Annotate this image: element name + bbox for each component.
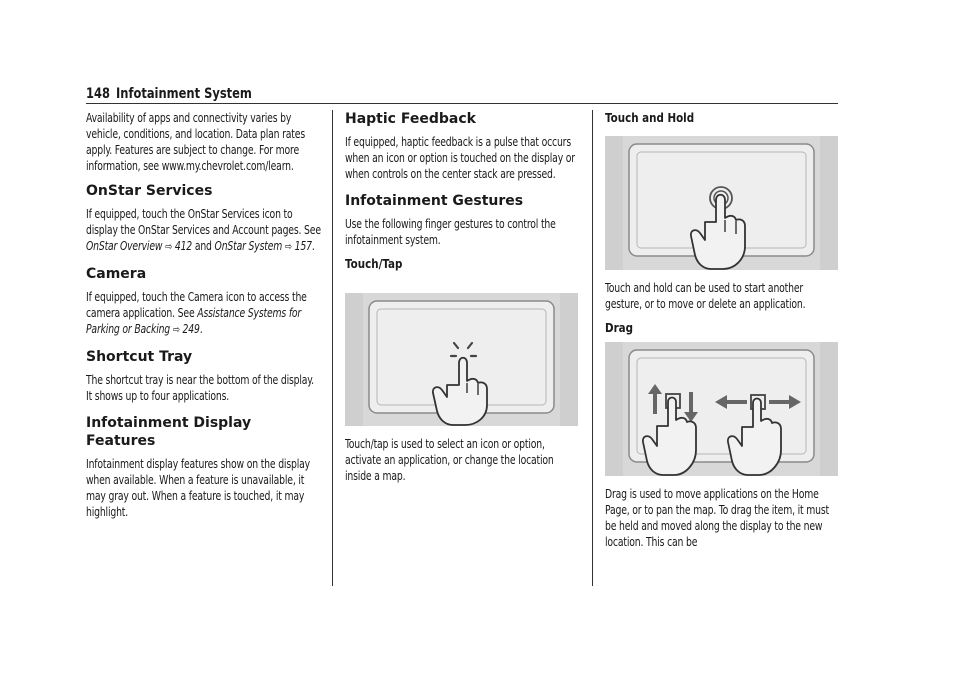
- page-header: [86, 86, 838, 104]
- onstar-overview-link[interactable]: OnStar Overview: [86, 239, 163, 253]
- display-features-paragraph: Infotainment display features show on the display when available. When a feature is unavailable, it may gray out. When a feature is touched, it may highlight.: [86, 457, 310, 519]
- onstar-system-link[interactable]: OnStar System: [214, 239, 283, 253]
- ref-arrow-icon: ⇨: [172, 323, 180, 336]
- assistance-systems-link[interactable]: Assistance Systems for Parking or Backing: [86, 306, 302, 336]
- section-title: Infotainment System: [116, 86, 252, 102]
- camera-paragraph: If equipped, touch the Camera icon to access the camera application. See Assistance Systems for Parking or Backing ⇨ 249.: [86, 290, 307, 336]
- display-features-heading: Infotainment Display Features: [86, 415, 252, 449]
- tap-text-block: [345, 436, 581, 484]
- drag-paragraph: Drag is used to move applications on the Home Page, or to pan the map. To drag the item, it must be held and moved along the display to the new location. This can be: [605, 487, 829, 549]
- gestures-paragraph: Use the following finger gestures to control the infotainment system.: [345, 217, 556, 247]
- tap-paragraph: Touch/tap is used to select an icon or option, activate an application, or change the location inside a map.: [345, 437, 554, 483]
- column-divider-1: [332, 110, 333, 586]
- hold-heading: Touch and Hold: [605, 111, 695, 125]
- shortcut-heading: Shortcut Tray: [86, 349, 193, 365]
- haptic-heading: Haptic Feedback: [345, 111, 476, 127]
- touch-tap-illustration: [345, 293, 578, 426]
- drag-illustration: [605, 342, 838, 476]
- column-divider-2: [592, 110, 593, 586]
- onstar-heading: OnStar Services: [86, 183, 213, 199]
- page-number: 148: [86, 86, 110, 102]
- hold-paragraph: Touch and hold can be used to start another gesture, or to move or delete an application.: [605, 281, 806, 311]
- gestures-heading: Infotainment Gestures: [345, 193, 524, 209]
- shortcut-paragraph: The shortcut tray is near the bottom of the display. It shows up to four applications.: [86, 373, 314, 403]
- header-rule: [86, 103, 838, 104]
- tap-heading: Touch/Tap: [345, 257, 403, 271]
- intro-paragraph: Availability of apps and connectivity varies by vehicle, conditions, and location. Data plan rates apply. Features are subject to change. For more information, see www.my.chevrolet.com/learn.: [86, 111, 305, 173]
- column-1: [86, 110, 322, 520]
- touch-hold-illustration: [605, 136, 838, 270]
- onstar-paragraph: If equipped, touch the OnStar Services icon to display the OnStar Services and Account pages. See OnStar Overview ⇨ 412 and OnStar System ⇨ 157.: [86, 207, 321, 253]
- column-2: [345, 110, 581, 272]
- drag-heading: Drag: [605, 321, 634, 335]
- camera-heading: Camera: [86, 266, 147, 282]
- haptic-paragraph: If equipped, haptic feedback is a pulse that occurs when an icon or option is touched on the display or when controls on the center stack are pressed.: [345, 135, 575, 181]
- hold-text-block: [605, 280, 841, 336]
- drag-text-block: [605, 486, 841, 550]
- ref-arrow-icon: ⇨: [284, 240, 292, 253]
- column-3: [605, 110, 841, 126]
- ref-arrow-icon: ⇨: [165, 240, 173, 253]
